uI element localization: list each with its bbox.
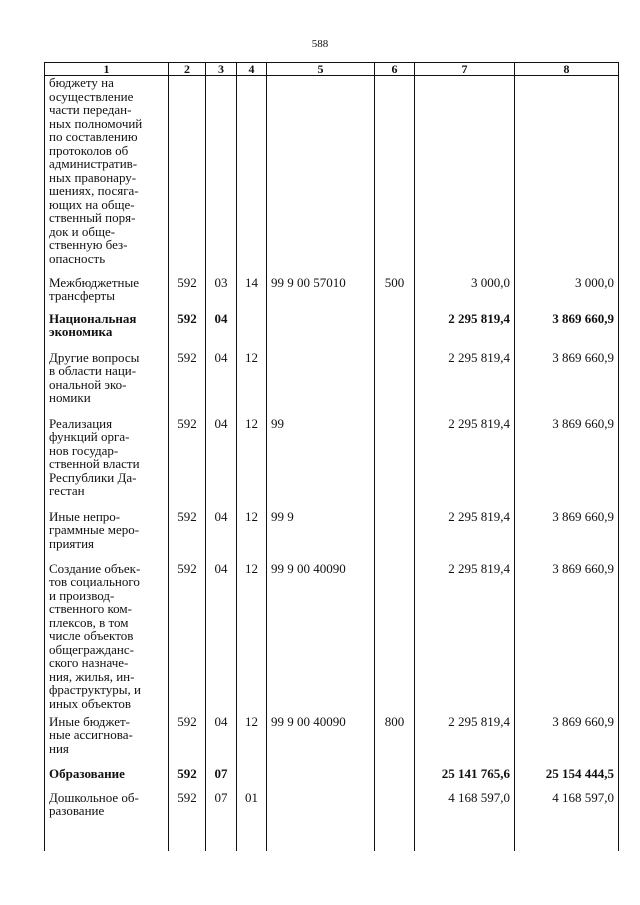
row-name-line: Иные непро- xyxy=(49,509,121,524)
cell-c8: 3 869 660,9 xyxy=(515,715,619,767)
cell-c5 xyxy=(267,791,375,851)
header-cell: 6 xyxy=(375,63,415,76)
cell-c8: 3 869 660,9 xyxy=(515,351,619,417)
row-name-line: нов государ- xyxy=(49,442,119,458)
row-name-line: опасность xyxy=(49,250,106,266)
cell-c7 xyxy=(415,76,515,276)
row-name-line: по составлению xyxy=(49,129,138,144)
row-name-line: числе объектов xyxy=(49,628,134,643)
table-row xyxy=(45,791,619,851)
cell-c4: 14 xyxy=(237,276,267,312)
table-row xyxy=(45,312,619,351)
row-name-cell xyxy=(45,562,169,715)
cell-c4: 12 xyxy=(237,510,267,562)
header-cell: 3 xyxy=(206,63,237,76)
row-name-line: Дошкольное об- xyxy=(49,790,139,805)
row-name-line: док и обще- xyxy=(49,223,116,239)
header-cell: 5 xyxy=(267,63,375,76)
cell-c6 xyxy=(375,510,415,562)
header-row xyxy=(45,63,619,76)
cell-c4: 12 xyxy=(237,715,267,767)
row-name-line: приятия xyxy=(49,535,95,551)
budget-table xyxy=(44,62,619,851)
cell-c5: 99 9 00 40090 xyxy=(267,562,375,715)
cell-c8 xyxy=(515,76,619,276)
cell-c3: 04 xyxy=(206,312,237,351)
cell-c8: 25 154 444,5 xyxy=(515,767,619,791)
row-name-line: Межбюджетные xyxy=(49,275,139,290)
cell-c5 xyxy=(267,351,375,417)
row-name-line: шениях, посяга- xyxy=(49,183,139,198)
row-name-line: Реализация xyxy=(49,416,113,431)
cell-c2: 592 xyxy=(169,715,206,767)
cell-c5 xyxy=(267,76,375,276)
cell-c2: 592 xyxy=(169,417,206,510)
cell-c5 xyxy=(267,767,375,791)
table-row xyxy=(45,351,619,417)
row-name-line: Республики Да- xyxy=(49,469,137,485)
cell-c8: 3 869 660,9 xyxy=(515,417,619,510)
cell-c5: 99 9 00 57010 xyxy=(267,276,375,312)
table-body xyxy=(45,76,619,851)
table-row xyxy=(45,562,619,715)
table-row xyxy=(45,276,619,312)
cell-c8: 3 869 660,9 xyxy=(515,562,619,715)
row-name-line: экономика xyxy=(49,324,113,339)
row-name-line: ственного ком- xyxy=(49,601,132,616)
cell-c5: 99 xyxy=(267,417,375,510)
row-name-cell xyxy=(45,312,169,351)
row-name-line: Иные бюджет- xyxy=(49,714,130,729)
cell-c6: 800 xyxy=(375,715,415,767)
cell-c3: 04 xyxy=(206,510,237,562)
cell-c6 xyxy=(375,767,415,791)
row-name-cell xyxy=(45,276,169,312)
cell-c4: 12 xyxy=(237,417,267,510)
row-name-line: протоколов об xyxy=(49,142,129,158)
row-name-cell xyxy=(45,76,169,276)
cell-c3 xyxy=(206,76,237,276)
row-name-line: ственный поря- xyxy=(49,210,136,225)
page-number: 588 xyxy=(311,38,329,50)
cell-c2: 592 xyxy=(169,767,206,791)
cell-c7: 2 295 819,4 xyxy=(415,312,515,351)
header-cell: 7 xyxy=(415,63,515,76)
row-name-line: номики xyxy=(49,390,91,405)
table-row xyxy=(45,510,619,562)
cell-c4 xyxy=(237,76,267,276)
cell-c8: 3 000,0 xyxy=(515,276,619,312)
row-name-line: и производ- xyxy=(49,587,115,603)
row-name-line: функций орга- xyxy=(49,429,130,444)
cell-c7: 2 295 819,4 xyxy=(415,510,515,562)
cell-c7: 3 000,0 xyxy=(415,276,515,312)
row-name-line: Другие вопросы xyxy=(49,350,140,365)
header-cell: 1 xyxy=(45,63,169,76)
cell-c5 xyxy=(267,312,375,351)
cell-c7: 25 141 765,6 xyxy=(415,767,515,791)
table-row xyxy=(45,767,619,791)
cell-c4: 01 xyxy=(237,791,267,851)
row-name-line: ющих на обще- xyxy=(49,196,135,212)
cell-c8: 4 168 597,0 xyxy=(515,791,619,851)
header-cell: 2 xyxy=(169,63,206,76)
cell-c6 xyxy=(375,791,415,851)
row-name-line: трансферты xyxy=(49,288,115,303)
table-row xyxy=(45,417,619,510)
cell-c5: 99 9 xyxy=(267,510,375,562)
row-name-line: разование xyxy=(49,803,105,818)
cell-c2: 592 xyxy=(169,562,206,715)
cell-c2: 592 xyxy=(169,276,206,312)
cell-c2: 592 xyxy=(169,351,206,417)
row-name-line: в области наци- xyxy=(49,363,137,378)
row-name-line: Национальная xyxy=(49,311,137,326)
row-name-line: бюджету на xyxy=(49,75,114,90)
row-name-line: ния, жилья, ин- xyxy=(49,668,135,684)
cell-c4 xyxy=(237,312,267,351)
row-name-line: осуществление xyxy=(49,88,134,104)
row-name-cell xyxy=(45,791,169,851)
cell-c8: 3 869 660,9 xyxy=(515,312,619,351)
cell-c4: 12 xyxy=(237,351,267,417)
row-name-line: гестан xyxy=(49,483,85,498)
table-row xyxy=(45,715,619,767)
cell-c3: 07 xyxy=(206,767,237,791)
row-name-line: фраструктуры, и xyxy=(49,682,141,697)
cell-c6 xyxy=(375,312,415,351)
cell-c3: 04 xyxy=(206,417,237,510)
cell-c7: 4 168 597,0 xyxy=(415,791,515,851)
row-name-line: граммные меро- xyxy=(49,522,140,537)
row-name-cell xyxy=(45,417,169,510)
row-name-line: иных объектов xyxy=(49,695,131,711)
row-name-line: плексов, в том xyxy=(49,614,129,630)
row-name-line: ных правонару- xyxy=(49,169,137,185)
cell-c6 xyxy=(375,351,415,417)
row-name-line: части передан- xyxy=(49,102,132,117)
cell-c6 xyxy=(375,417,415,510)
row-name-line: Создание объек- xyxy=(49,561,141,576)
row-name-cell xyxy=(45,715,169,767)
row-name-cell xyxy=(45,510,169,562)
cell-c7: 2 295 819,4 xyxy=(415,417,515,510)
row-name-cell xyxy=(45,351,169,417)
row-name-line: ональной эко- xyxy=(49,376,127,392)
row-name-line: Образование xyxy=(49,766,125,781)
cell-c2: 592 xyxy=(169,312,206,351)
row-name-line: ского назначе- xyxy=(49,655,129,670)
cell-c4: 12 xyxy=(237,562,267,715)
cell-c3: 04 xyxy=(206,351,237,417)
cell-c2: 592 xyxy=(169,510,206,562)
cell-c3: 03 xyxy=(206,276,237,312)
row-name-line: ных полномочий xyxy=(49,115,143,131)
row-name-line: тов социального xyxy=(49,574,140,589)
cell-c3: 07 xyxy=(206,791,237,851)
row-name-cell xyxy=(45,767,169,791)
cell-c2: 592 xyxy=(169,791,206,851)
row-name-line: ственной власти xyxy=(49,456,140,471)
cell-c2 xyxy=(169,76,206,276)
cell-c8: 3 869 660,9 xyxy=(515,510,619,562)
cell-c6: 500 xyxy=(375,276,415,312)
table-row xyxy=(45,76,619,276)
cell-c7: 2 295 819,4 xyxy=(415,562,515,715)
cell-c4 xyxy=(237,767,267,791)
header-cell: 8 xyxy=(515,63,619,76)
row-name-line: административ- xyxy=(49,156,138,171)
cell-c6 xyxy=(375,76,415,276)
row-name-line: ния xyxy=(49,740,69,756)
row-name-line: общегражданс- xyxy=(49,641,134,657)
row-name-line: ственную без- xyxy=(49,237,128,252)
cell-c7: 2 295 819,4 xyxy=(415,715,515,767)
cell-c3: 04 xyxy=(206,562,237,715)
cell-c5: 99 9 00 40090 xyxy=(267,715,375,767)
cell-c6 xyxy=(375,562,415,715)
cell-c7: 2 295 819,4 xyxy=(415,351,515,417)
cell-c3: 04 xyxy=(206,715,237,767)
row-name-line: ные ассигнова- xyxy=(49,727,133,742)
header-cell: 4 xyxy=(237,63,267,76)
